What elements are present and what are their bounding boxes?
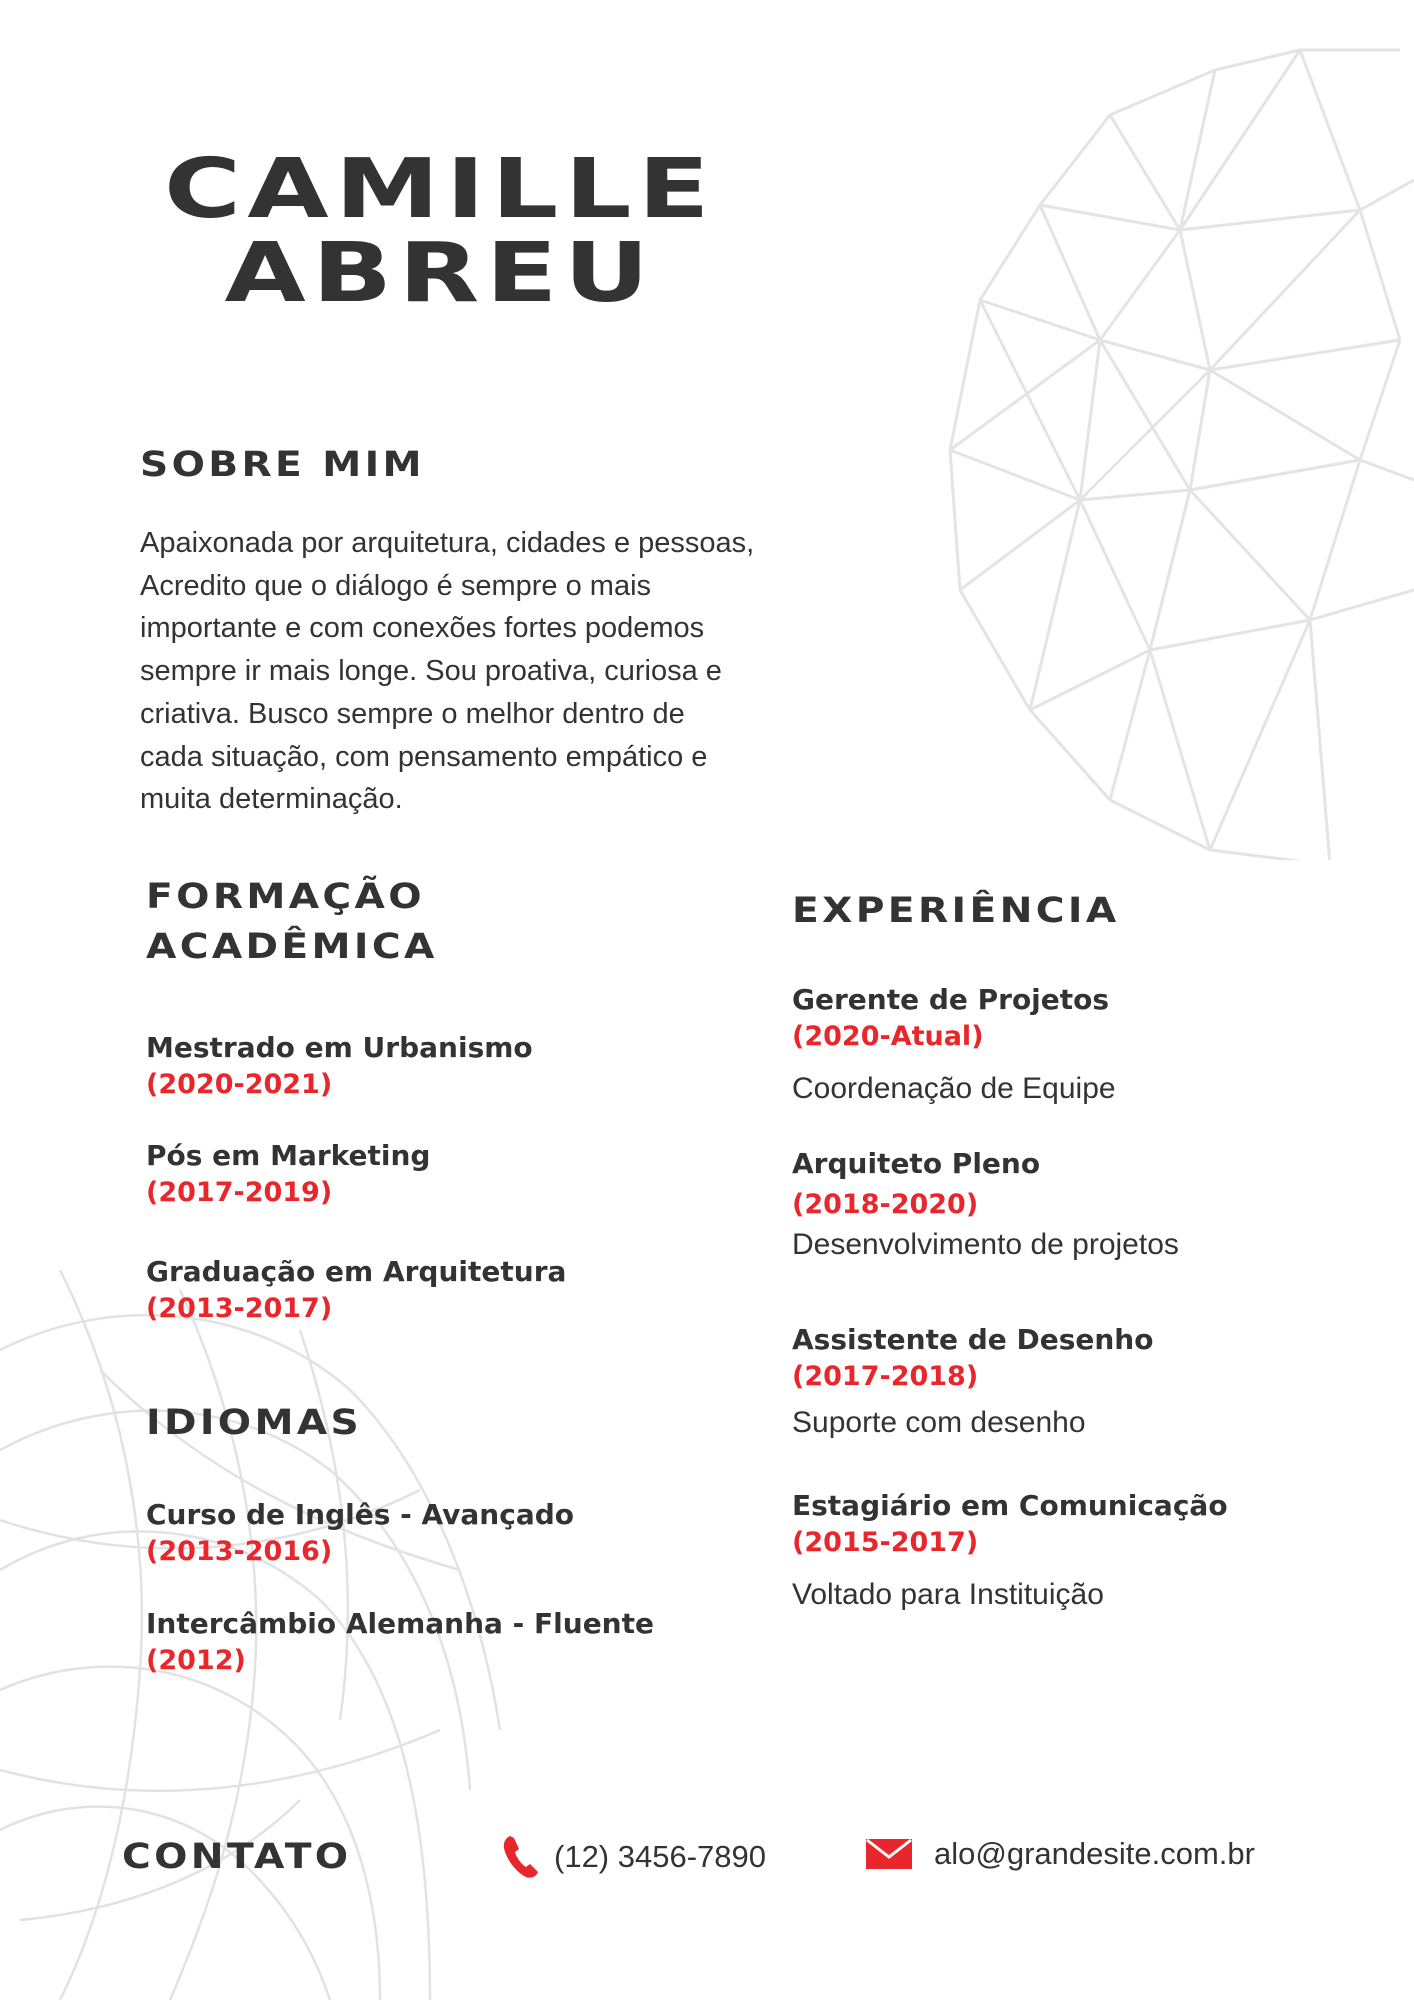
language-title: Intercâmbio Alemanha - Fluente (146, 1607, 654, 1640)
name-first: CAMILLE (163, 142, 717, 237)
education-date: (2013-2017) (146, 1293, 333, 1324)
language-title: Curso de Inglês - Avançado (146, 1498, 575, 1531)
experience-desc: Desenvolvimento de projetos (792, 1228, 1179, 1261)
about-heading: SOBRE MIM (140, 445, 425, 485)
experience-date: (2015-2017) (792, 1527, 979, 1558)
language-date: (2012) (146, 1645, 246, 1676)
education-title: Pós em Marketing (146, 1139, 431, 1172)
experience-title: Arquiteto Pleno (792, 1147, 1041, 1180)
experience-title: Estagiário em Comunicação (792, 1489, 1228, 1522)
about-line: criativa. Busco sempre o melhor dentro de (140, 697, 685, 730)
experience-item (792, 981, 1116, 1109)
experience-item (792, 1145, 1179, 1265)
envelope-icon (866, 1837, 912, 1871)
experience-title: Assistente de Desenho (792, 1323, 1154, 1356)
email-address: alo@grandesite.com.br (934, 1836, 1255, 1871)
education-title: Graduação em Arquitetura (146, 1255, 567, 1288)
experience-desc: Voltado para Instituição (792, 1578, 1104, 1611)
language-item (146, 1605, 654, 1679)
about-line: sempre ir mais longe. Sou proativa, curiosa e (140, 655, 722, 688)
experience-title: Gerente de Projetos (792, 983, 1110, 1016)
education-heading-line: FORMAÇÃO (146, 877, 425, 917)
language-date: (2013-2016) (146, 1536, 333, 1567)
name-block (100, 142, 780, 321)
about-line: Acredito que o diálogo é sempre o mais (140, 569, 652, 602)
experience-date: (2017-2018) (792, 1361, 979, 1392)
language-item (146, 1496, 574, 1570)
education-heading (146, 872, 438, 972)
phone-number: (12) 3456-7890 (554, 1839, 766, 1874)
experience-desc: Suporte com desenho (792, 1406, 1086, 1439)
about-line: importante e com conexões fortes podemos (140, 612, 705, 645)
experience-date: (2018-2020) (792, 1189, 979, 1220)
email-contact[interactable] (866, 1834, 1255, 1874)
education-item (146, 1137, 430, 1211)
education-item (146, 1253, 566, 1327)
about-text (140, 522, 860, 821)
about-line: Apaixonada por arquitetura, cidades e pessoas, (140, 527, 755, 559)
languages-heading: IDIOMAS (146, 1403, 363, 1443)
experience-item (792, 1487, 1228, 1615)
experience-desc: Coordenação de Equipe (792, 1072, 1116, 1105)
education-item (146, 1029, 533, 1103)
geodesic-decoration-top (880, 30, 1414, 860)
education-date: (2017-2019) (146, 1177, 333, 1208)
experience-date: (2020-Atual) (792, 1021, 984, 1052)
about-line: muita determinação. (140, 783, 403, 816)
name-last: ABREU (224, 226, 656, 321)
contact-heading: CONTATO (122, 1837, 352, 1877)
education-date: (2020-2021) (146, 1069, 333, 1100)
phone-icon (502, 1834, 540, 1880)
education-heading-line: ACADÊMICA (146, 927, 438, 967)
about-line: cada situação, com pensamento empático e (140, 740, 708, 773)
education-title: Mestrado em Urbanismo (146, 1031, 533, 1064)
experience-heading: EXPERIÊNCIA (792, 891, 1120, 931)
experience-item (792, 1321, 1153, 1443)
phone-contact[interactable] (502, 1834, 766, 1880)
